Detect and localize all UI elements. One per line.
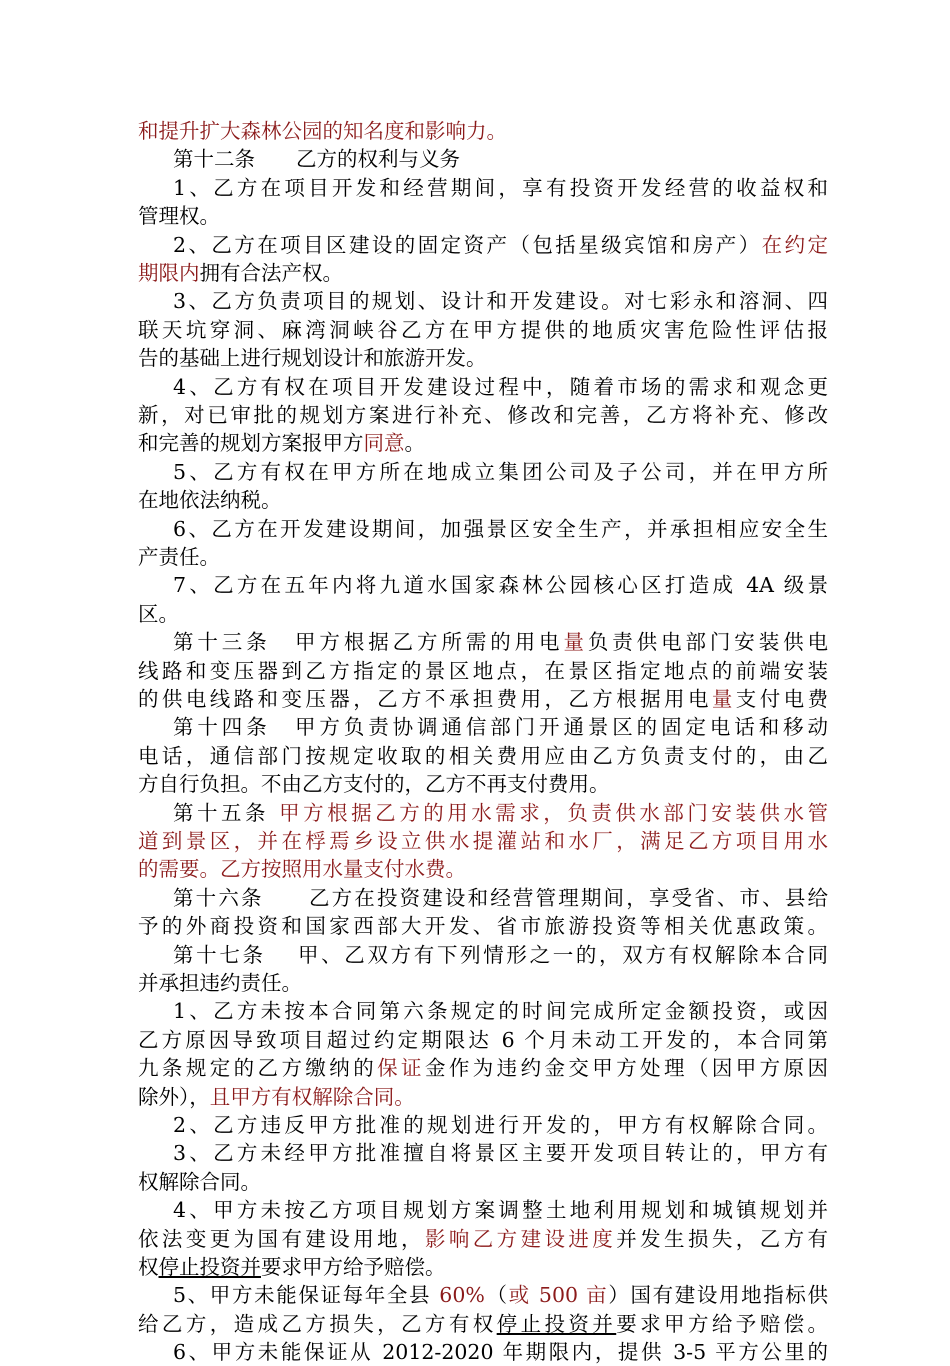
- text-run: 并承担违约责任。: [138, 971, 302, 995]
- text-run: 区。: [138, 601, 179, 626]
- highlighted-text: 同意: [363, 431, 405, 456]
- text-line: [138, 373, 828, 401]
- text-run: 4、甲方未按乙方项目规划方案调整土地利用规划和城镇规划并: [173, 1198, 828, 1223]
- text-run: 拥有合法产权。: [199, 261, 343, 285]
- text-run: 电话，通信部门按规定收取的相关费用应由乙方负责支付的，由乙: [138, 743, 828, 768]
- text-line: [138, 855, 828, 883]
- text-run: 第十二条 乙方的权利与义务: [173, 147, 460, 172]
- text-line: [138, 912, 828, 940]
- text-run: 和完善的规划方案报甲方: [138, 431, 364, 456]
- text-run: 在地依法纳税。: [138, 488, 282, 513]
- text-line: [138, 1139, 828, 1167]
- text-run: 6、甲方未能保证从 2012-2020 年期限内，提供 3-5 平方公里的: [173, 1340, 828, 1365]
- text-run: 5、甲方未能保证每年全县: [173, 1283, 440, 1308]
- text-line: [138, 429, 828, 457]
- text-line: [138, 1310, 828, 1338]
- highlighted-text: 或 500 亩: [508, 1283, 609, 1308]
- highlighted-text: 甲方根据乙方的用水需求，负责供水部门安装供水管: [279, 800, 828, 825]
- highlighted-text: 的需要。乙方按照用水量支付水费。: [138, 857, 466, 882]
- text-run: 5、乙方有权在甲方所在地成立集团公司及子公司，并在甲方所: [173, 459, 828, 484]
- text-run: 负责供电部门安装供电: [587, 630, 829, 655]
- text-run: 权解除合同。: [138, 1169, 261, 1194]
- text-run: 金作为违约金交甲方处理（因甲方原因: [424, 1056, 829, 1081]
- text-line: [138, 486, 828, 514]
- text-line: [138, 713, 828, 741]
- text-run: 支付电费: [735, 687, 829, 711]
- text-line: [138, 543, 828, 571]
- text-run: 告的基础上进行规划设计和旅游开发。: [138, 346, 487, 371]
- text-run: 7、乙方在五年内将九道水国家森林公园核心区打造成 4A 级景: [173, 573, 828, 598]
- text-line: [138, 827, 828, 855]
- text-run: 除外），: [138, 1084, 210, 1109]
- text-run: （: [484, 1283, 509, 1308]
- highlighted-text: 且甲方有权解除合同。: [209, 1084, 415, 1109]
- text-line: [138, 1054, 828, 1082]
- text-run: 第十五条: [173, 800, 280, 825]
- text-run: 予的外商投资和国家西部大开发、省市旅游投资等相关优惠政策。: [138, 914, 828, 939]
- text-run: 6、乙方在开发建设期间，加强景区安全生产，并承担相应安全生: [173, 516, 828, 541]
- text-line: [138, 145, 828, 173]
- text-run: 的供电线路和变压器，乙方不承担费用，乙方根据用电: [138, 687, 712, 711]
- text-line: [138, 1111, 828, 1139]
- text-run: 依法变更为国有建设用地，: [138, 1226, 425, 1251]
- text-run: 乙方原因导致项目超过约定期限达 6 个月未动工开发的，本合同第: [138, 1027, 828, 1052]
- text-run: 1、乙方在项目开发和经营期间，享有投资开发经营的收益权和: [173, 175, 828, 200]
- text-line: [138, 202, 828, 230]
- text-run: 。: [404, 431, 425, 456]
- text-line: [138, 969, 828, 997]
- text-run: 新，对已审批的规划方案进行补充、修改和完善，乙方将补充、修改: [138, 403, 828, 427]
- text-line: [138, 1253, 828, 1281]
- text-run: 九条规定的乙方缴纳的: [138, 1056, 378, 1081]
- text-run: 1、乙方未按本合同第六条规定的时间完成所定金额投资，或因: [173, 999, 828, 1024]
- text-line: [138, 1281, 828, 1309]
- text-line: [138, 799, 828, 827]
- text-line: [138, 941, 828, 969]
- underlined-text: 停止投资并: [496, 1311, 617, 1336]
- text-line: [138, 259, 828, 287]
- text-run: 方自行负担。不由乙方支付的，乙方不再支付费用。: [138, 772, 610, 797]
- text-run: 并发生损失，乙方有: [616, 1226, 829, 1251]
- text-line: [138, 997, 828, 1025]
- text-line: [138, 231, 828, 259]
- text-line: [138, 174, 828, 202]
- text-line: [138, 1196, 828, 1224]
- text-run: 第十七条 甲、乙双方有下列情形之一的，双方有权解除本合同: [173, 942, 828, 967]
- text-line: [138, 1168, 828, 1196]
- text-run: 3、乙方负责项目的规划、设计和开发建设。对七彩永和溶洞、四: [173, 289, 828, 314]
- underlined-text: 停止投资并: [158, 1255, 261, 1279]
- text-run: 2、乙方违反甲方批准的规划进行开发的，甲方有权解除合同。: [173, 1113, 828, 1137]
- highlighted-text: 期限内: [138, 261, 200, 285]
- text-line: [138, 770, 828, 798]
- highlighted-text: 和提升扩大森林公园的知名度和影响力。: [138, 119, 507, 143]
- text-line: [138, 1083, 828, 1111]
- text-line: [138, 316, 828, 344]
- text-line: [138, 571, 828, 599]
- highlighted-text: 量: [711, 687, 736, 711]
- text-line: [138, 515, 828, 543]
- text-run: 第十六条 乙方在投资建设和经营管理期间，享受省、市、县给: [173, 885, 828, 910]
- highlighted-text: 量: [563, 630, 588, 655]
- highlighted-text: 影响乙方建设进度: [424, 1226, 617, 1251]
- text-run: 第十四条 甲方负责协调通信部门开通景区的固定电话和移动: [173, 715, 828, 740]
- text-line: [138, 1338, 828, 1366]
- highlighted-text: 道到景区，并在桴焉乡设立供水提灌站和水厂，满足乙方项目用水: [138, 829, 828, 853]
- highlighted-text: 60%: [439, 1283, 485, 1308]
- text-run: 2、乙方在项目区建设的固定资产（包括星级宾馆和房产）: [173, 232, 762, 257]
- text-line: [138, 287, 828, 315]
- text-run: 产责任。: [138, 545, 220, 569]
- text-run: 联天坑穿洞、麻湾洞峡谷乙方在甲方提供的地质灾害危险性评估报: [138, 317, 828, 342]
- highlighted-text: 保证: [377, 1056, 425, 1081]
- text-line: [138, 657, 828, 685]
- text-run: 第十三条 甲方根据乙方所需的用电: [173, 630, 564, 655]
- text-line: [138, 401, 828, 429]
- text-run: 4、乙方有权在项目开发建设过程中，随着市场的需求和观念更: [173, 374, 828, 399]
- text-line: [138, 117, 828, 145]
- text-run: 给乙方，造成乙方损失，乙方有权: [138, 1311, 497, 1336]
- text-run: 管理权。: [138, 204, 220, 229]
- text-line: [138, 628, 828, 656]
- text-line: [138, 458, 828, 486]
- text-run: 3、乙方未经甲方批准擅自将景区主要开发项目转让的，甲方有: [173, 1141, 828, 1166]
- text-run: 线路和变压器到乙方指定的景区地点，在景区指定地点的前端安装: [138, 658, 828, 683]
- text-line: [138, 1225, 828, 1253]
- text-run: 要求甲方给予赔偿。: [616, 1311, 829, 1336]
- text-line: [138, 685, 828, 713]
- text-line: [138, 1026, 828, 1054]
- text-run: 要求甲方给予赔偿。: [261, 1255, 446, 1279]
- text-run: ）国有建设用地指标供: [608, 1283, 828, 1308]
- highlighted-text: 在约定: [761, 232, 828, 257]
- text-line: [138, 884, 828, 912]
- text-line: [138, 742, 828, 770]
- text-run: 权: [138, 1255, 159, 1279]
- text-line: [138, 344, 828, 372]
- text-line: [138, 600, 828, 628]
